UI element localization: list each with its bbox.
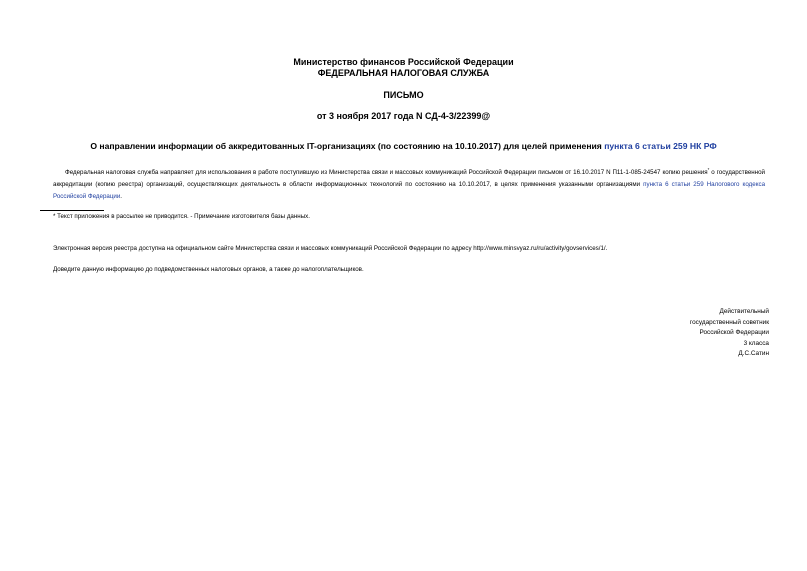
ministry-heading: Министерство финансов Российской Федерации <box>293 57 514 67</box>
date-number-heading: от 3 ноября 2017 года N СД-4-3/22399@ <box>316 111 491 121</box>
footnote-divider <box>40 210 104 211</box>
para1-text-a: Федеральная налоговая служба направляет для использования в работе поступившую из Министерства связи и массовых коммуникаций Российской Федерации письмом от 16.10.2017 N П11-1-085-24547 копию решения <box>65 169 708 176</box>
doc-type-heading: ПИСЬМО <box>383 90 424 100</box>
signature-name: Д.С.Сатин <box>738 350 769 357</box>
service-heading: ФЕДЕРАЛЬНАЯ НАЛОГОВАЯ СЛУЖБА <box>317 68 490 78</box>
signature-line-1: Действительный <box>719 308 769 315</box>
body-paragraph-1 <box>53 167 765 203</box>
title-law-link[interactable]: пункта 6 статьи 259 НК РФ <box>604 141 717 151</box>
footnote-text: * Текст приложения в рассылке не приводится. - Примечание изготовителя базы данных. <box>53 213 310 220</box>
signature-line-4: 3 класса <box>743 339 769 347</box>
footnote-marker: * <box>707 166 710 172</box>
para1-law-link[interactable]: пункта 6 статьи 259 Налогового кодекса Российской Федерации <box>53 181 766 200</box>
signature-line-2: государственный советник <box>689 318 769 326</box>
para1-text-end: . <box>120 193 123 200</box>
document-title <box>40 141 767 152</box>
body-paragraph-3: Доведите данную информацию до подведомственных налоговых органов, а также до налогоплательщиков. <box>53 266 364 273</box>
para1-text-b: о государственной аккредитации (копию реестра) организаций, осуществляющих деятельность в области информационных технологий по состоянию на 10.10.2017, в целях применения указанными организациями <box>53 169 766 188</box>
signature-block <box>690 307 769 360</box>
document-title-text: О направлении информации об аккредитованных IT-организациях (по состоянию на 10.10.2017) для целей применения <box>90 141 605 151</box>
body-paragraph-2: Электронная версия реестра доступна на официальном сайте Министерства связи и массовых коммуникаций Российской Федерации по адресу http://www.minsvyaz.ru/ru/activity/govservices/1/. <box>53 245 608 252</box>
signature-line-3: Российской Федерации <box>699 329 769 336</box>
